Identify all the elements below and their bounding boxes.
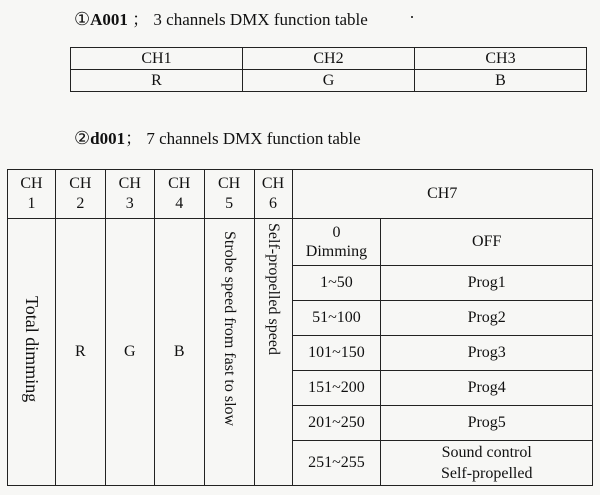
table-row xyxy=(71,70,587,92)
section1-heading xyxy=(74,5,368,30)
ch6-function-text: Self-propelled speed xyxy=(265,223,283,355)
section2-heading xyxy=(74,124,361,149)
ch5-function xyxy=(204,219,254,486)
ch7-range: 251~255 xyxy=(292,441,381,486)
ch3-function: G xyxy=(105,219,154,486)
section2-separator: ； xyxy=(125,129,143,148)
section2-title: 7 channels DMX function table xyxy=(146,129,361,148)
ch7-function: Prog1 xyxy=(381,266,593,301)
table-cell: R xyxy=(71,70,243,92)
speck-mark xyxy=(411,16,413,18)
table-cell: B xyxy=(415,70,587,92)
table-header-row xyxy=(8,170,593,219)
table-header-row xyxy=(71,48,587,70)
ch7-range: 151~200 xyxy=(292,371,381,406)
section2-marker: ② xyxy=(74,128,91,148)
dmx-7ch-table xyxy=(7,169,593,486)
ch2-function: R xyxy=(55,219,105,486)
ch7-function: Sound control Self-propelled xyxy=(381,441,593,486)
ch3-header: CH 3 xyxy=(105,170,154,219)
table-header-cell: CH3 xyxy=(415,48,587,70)
table-header-cell: CH1 xyxy=(71,48,243,70)
ch7-header: CH7 xyxy=(292,170,593,219)
ch4-header: CH 4 xyxy=(154,170,204,219)
table-header-cell: CH2 xyxy=(243,48,415,70)
dmx-3ch-table xyxy=(70,47,587,92)
ch7-function: Prog4 xyxy=(381,371,593,406)
ch1-function-text: Total dimming xyxy=(21,296,42,403)
section2-code: d001 xyxy=(90,129,126,148)
ch7-range: 201~250 xyxy=(292,406,381,441)
ch7-function: Prog5 xyxy=(381,406,593,441)
table-row xyxy=(8,219,593,266)
ch7-range: 0 Dimming xyxy=(292,219,381,266)
ch7-range: 101~150 xyxy=(292,336,381,371)
section1-code: A001 xyxy=(90,10,128,29)
ch6-function xyxy=(254,219,292,486)
section1-separator: ； xyxy=(132,10,150,29)
ch1-header: CH 1 xyxy=(8,170,56,219)
ch7-function: Prog3 xyxy=(381,336,593,371)
table-cell: G xyxy=(243,70,415,92)
ch7-range: 1~50 xyxy=(292,266,381,301)
ch6-header: CH 6 xyxy=(254,170,292,219)
section1-marker: ① xyxy=(74,9,91,29)
section1-title: 3 channels DMX function table xyxy=(153,10,368,29)
ch5-header: CH 5 xyxy=(204,170,254,219)
ch7-function: Prog2 xyxy=(381,301,593,336)
ch4-function: B xyxy=(154,219,204,486)
ch1-function xyxy=(8,219,56,486)
ch2-header: CH 2 xyxy=(55,170,105,219)
ch7-function: OFF xyxy=(381,219,593,266)
ch5-function-text: Strobe speed from fast to slow xyxy=(221,231,239,427)
ch7-range: 51~100 xyxy=(292,301,381,336)
